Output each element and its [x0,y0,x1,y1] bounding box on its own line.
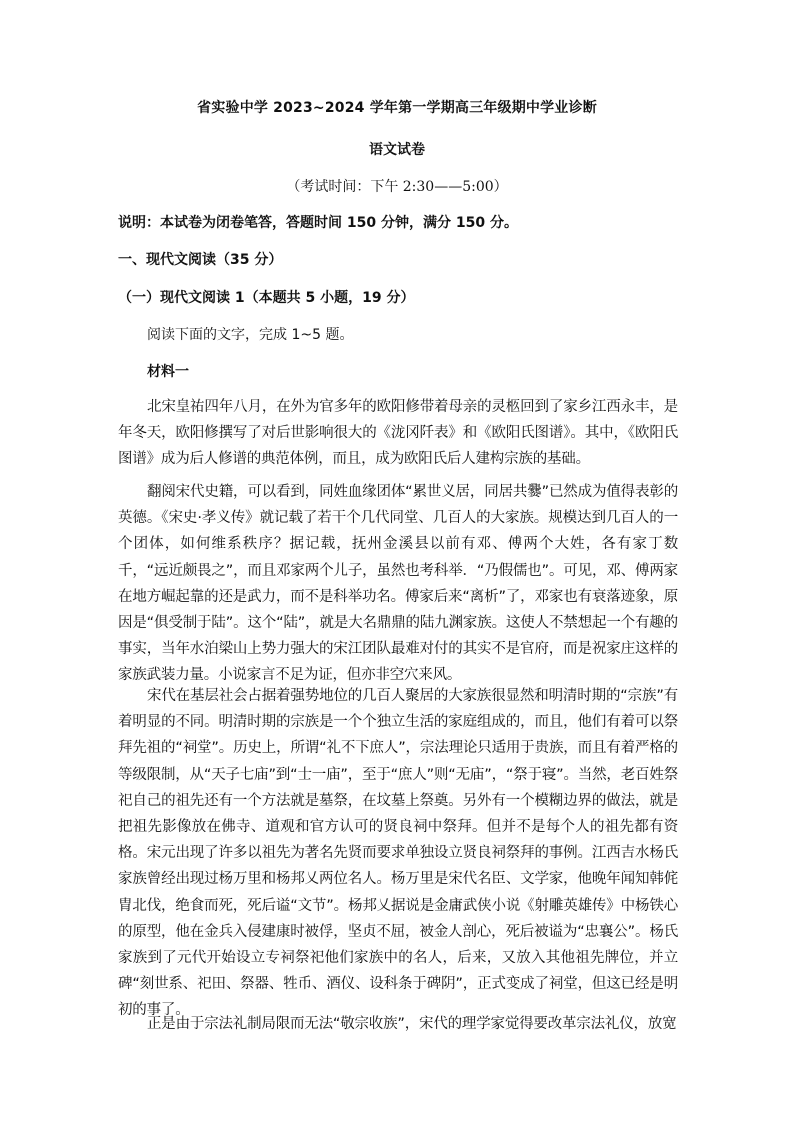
section-heading: 一、现代文阅读（35 分） [118,252,283,268]
sub-section-heading: （一）现代文阅读 1（本题共 5 小题，19 分） [118,290,415,306]
paragraph-3: 宋代在基层社会占据着强势地位的几百人聚居的大家族很显然和明清时期的“宗族”有着明显的不同。明清时期的宗族是一个个独立生活的家庭组成的，而且，他们有着可以祭拜先祖的“祠堂”。历史上，所谓“礼不下庶人”，宗法理论只适用于贵族，而且有着严格的等级限制，从“天子七庙”到“士一庙”，至于“庶人”则“无庙”，“祭于寝”。当然，老百姓祭祀自己的祖先还有一个方法就是墓祭，在坟墓上祭奠。另外有一个模糊边界的做法，就是把祖先影像放在佛寺、道观和官方认可的贤良祠中祭拜。但并不是每个人的祖先都有资格。宋元出现了许多以祖先为著名先贤而要求单独设立贤良祠祭拜的事例。江西吉水杨氏家族曾经出现过杨万里和杨邦乂两位名人。杨万里是宋代名臣、文学家，他晚年闻知韩侂胄北伐，绝食而死，死后谥“文节”。杨邦乂据说是金庸武侠小说《射雕英雄传》中杨铁心的原型，他在金兵入侵建康时被俘，坚贞不屈，被金人剖心，死后被谥为“忠襄公”。杨氏家族到了元代开始设立专祠祭祀他们家族中的名人，后来，又放入其他祖先牌位，并立碑“刻世系、祀田、祭器、牲币、酒仪、设科条于碑阴”，正式变成了祠堂，但这已经是明初的事了。 [118,688,678,1019]
exam-subject: 语文试卷 [369,142,425,158]
exam-note: 说明：本试卷为闭卷笔答，答题时间 150 分钟，满分 150 分。 [118,215,518,231]
material-label: 材料一 [147,364,189,380]
paragraph-1: 北宋皇祐四年八月，在外为官多年的欧阳修带着母亲的灵柩回到了家乡江西永丰，是年冬天，欧阳修撰写了对后世影响很大的《泷冈阡表》和《欧阳氏图谱》。其中，《欧阳氏图谱》成为后人修谱的典范体例，而且，成为欧阳氏后人建构宗族的基础。 [118,399,678,468]
paragraph-2: 翻阅宋代史籍，可以看到，同姓血缘团体“累世义居，同居共爨”已然成为值得表彰的英德。《宋史·孝义传》就记载了若干个几代同堂、几百人的大家族。规模达到几百人的一个团体，如何维系秩序？据记载，抚州金溪县以前有邓、傅两个大姓，各有家丁数千，“远近颇畏之”，而且邓家两个儿子，虽然也考科举．“乃假儒也”。可见，邓、傅两家在地方崛起靠的还是武力，而不是科举功名。傅家后来“离析”了，邓家也有衰落迹象，原因是“俱受制于陆”。这个“陆”，就是大名鼎鼎的陆九渊家族。这使人不禁想起一个有趣的事实，当年水泊梁山上势力强大的宋江团队最难对付的其实不是官府，而是祝家庄这样的家族武装力量。小说家言不足为证，但亦非空穴来风。 [118,484,678,684]
exam-title: 省实验中学 2023~2024 学年第一学期高三年级期中学业诊断 [197,100,597,116]
reading-instruction: 阅读下面的文字，完成 1~5 题。 [147,327,354,343]
exam-time: （考试时间：下午 2:30——5:00） [286,179,508,195]
paragraph-4: 正是由于宗法礼制局限而无法“敬宗收族”，宋代的理学家觉得要改革宗法礼仪，放宽 [147,1016,677,1032]
